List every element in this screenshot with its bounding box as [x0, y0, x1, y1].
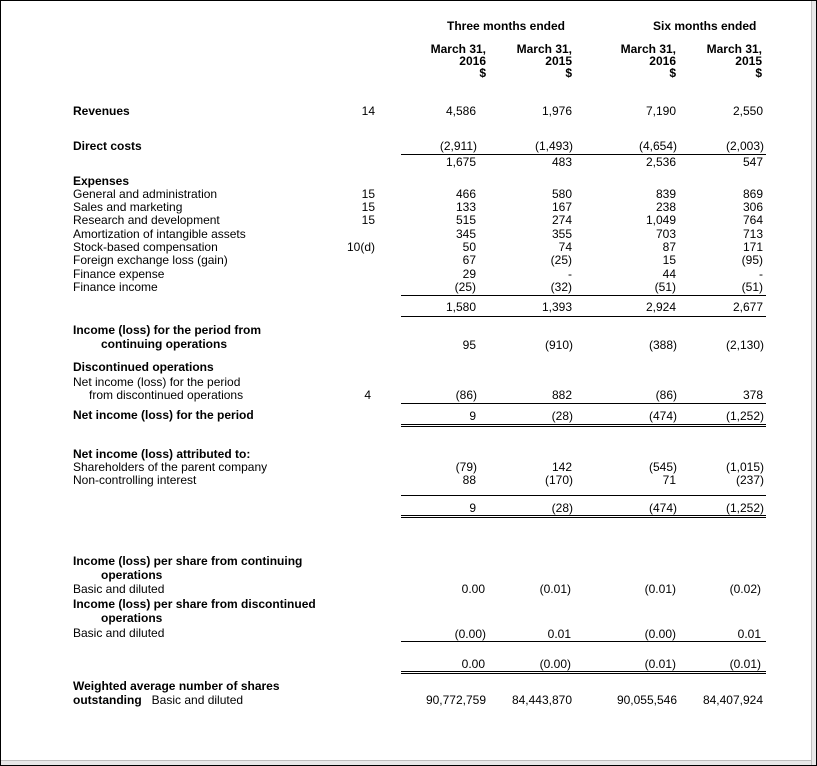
subtotal-line	[401, 495, 766, 496]
eps-continuing-value: (0.02)	[729, 582, 761, 596]
expense-row-note: 10(d)	[346, 240, 375, 254]
expense-row-label: Research and development	[73, 213, 220, 227]
revenues-note: 14	[361, 104, 375, 118]
expense-row-value: 274	[551, 213, 572, 227]
eps-continuing-label-line1: Income (loss) per share from continuing	[73, 554, 303, 568]
eps-continuing-value: 0.00	[461, 582, 485, 596]
eps-discontinued-label-line1: Income (loss) per share from discontinued	[73, 597, 316, 611]
discontinued-value: 882	[551, 388, 572, 402]
gross-value: 483	[551, 155, 572, 169]
revenues-label: Revenues	[73, 104, 130, 118]
shares-label-line2	[73, 694, 243, 707]
expense-row-value: 44	[662, 267, 676, 281]
expense-row-value: -	[568, 267, 572, 281]
attributed-value: 71	[662, 473, 676, 487]
net-income-value: (474)	[648, 409, 677, 423]
attributed-title: Net income (loss) attributed to:	[73, 447, 251, 461]
eps-total-value: 0.00	[461, 657, 485, 671]
attributed-total: (1,252)	[725, 501, 764, 515]
col-header-2: March 31, 2015 $	[516, 42, 572, 80]
net-income-label: Net income (loss) for the period	[73, 408, 254, 422]
attributed-total: 9	[469, 501, 476, 515]
expense-row-label: Foreign exchange loss (gain)	[73, 253, 228, 267]
attributed-value: (545)	[648, 460, 677, 474]
expense-row-value: -	[759, 267, 763, 281]
discontinued-value: (86)	[455, 388, 477, 402]
shares-value: 90,772,759	[425, 693, 486, 707]
gross-value: 2,536	[645, 155, 676, 169]
shares-value: 84,407,924	[702, 693, 763, 707]
revenues-value: 7,190	[645, 104, 676, 118]
attributed-value: (1,015)	[725, 460, 764, 474]
expense-row-value: 87	[662, 240, 676, 254]
eps-discontinued-basic-label: Basic and diluted	[73, 626, 165, 640]
attributed-row-label: Shareholders of the parent company	[73, 460, 268, 474]
expense-row-value: 50	[462, 240, 476, 254]
expense-row-value: 167	[551, 200, 572, 214]
expenses-total: 1,580	[445, 300, 476, 314]
continuing-label-line1: Income (loss) for the period from	[73, 323, 262, 337]
eps-total-value: (0.00)	[539, 657, 571, 671]
shares-value: 90,055,546	[616, 693, 677, 707]
expenses-total: 2,677	[732, 300, 763, 314]
net-income-value: 9	[469, 409, 476, 423]
expense-row-value: 466	[455, 187, 476, 201]
attributed-value: 88	[462, 473, 476, 487]
expense-row-label: Finance expense	[73, 267, 165, 281]
col-header-1: March 31, 2016 $	[430, 42, 486, 80]
net-income-value: (1,252)	[725, 409, 764, 423]
expense-row-value: 29	[462, 267, 476, 281]
direct-costs-label: Direct costs	[73, 139, 142, 153]
eps-continuing-value: (0.01)	[644, 582, 676, 596]
expenses-title: Expenses	[73, 174, 130, 188]
header-three-months: Three months ended	[447, 19, 566, 33]
expense-row-value: 580	[551, 187, 572, 201]
expense-row-value: 345	[455, 227, 476, 241]
attributed-row-label: Non-controlling interest	[73, 473, 197, 487]
col-header-4: March 31, 2015 $	[706, 42, 762, 80]
attributed-value: 142	[551, 460, 572, 474]
eps-discontinued-value: 0.01	[547, 627, 571, 641]
header-six-months: Six months ended	[653, 19, 757, 33]
expense-row-label: Stock-based compensation	[73, 240, 218, 254]
eps-discontinued-value: (0.00)	[454, 627, 486, 641]
continuing-value: (910)	[544, 338, 573, 352]
expense-row-value: 133	[455, 200, 476, 214]
expense-row-value: 74	[558, 240, 572, 254]
continuing-value: 95	[462, 338, 476, 352]
shares-basic-label: Basic and diluted	[151, 693, 244, 707]
gross-value: 547	[742, 155, 763, 169]
expense-row-value: 839	[655, 187, 676, 201]
eps-continuing-basic-label: Basic and diluted	[73, 582, 165, 596]
direct-costs-value: (1,493)	[534, 139, 573, 153]
revenues-value: 4,586	[445, 104, 476, 118]
total-line	[401, 316, 766, 317]
expense-row-value: 355	[551, 227, 572, 241]
expense-row-value: 869	[742, 187, 763, 201]
attributed-total: (474)	[648, 501, 677, 515]
col-header-3: March 31, 2016 $	[620, 42, 676, 80]
expenses-total: 1,393	[541, 300, 572, 314]
expense-row-value: (95)	[741, 253, 763, 267]
expense-row-value: 67	[462, 253, 476, 267]
expense-row-value: 171	[742, 240, 763, 254]
expenses-total: 2,924	[645, 300, 676, 314]
expense-row-value: (51)	[654, 280, 676, 294]
discontinued-label-line1: Net income (loss) for the period	[73, 375, 241, 389]
shares-value: 84,443,870	[511, 693, 572, 707]
discontinued-value: 378	[742, 388, 763, 402]
eps-continuing-value: (0.01)	[539, 582, 571, 596]
expense-row-note: 15	[361, 213, 375, 227]
direct-costs-value: (2,003)	[725, 139, 764, 153]
discontinued-value: (86)	[655, 388, 677, 402]
expense-row-label: Finance income	[73, 280, 158, 294]
eps-total-value: (0.01)	[729, 657, 761, 671]
expense-row-value: (25)	[550, 253, 572, 267]
shares-label-line1: Weighted average number of shares	[73, 679, 280, 693]
subtotal-line	[401, 641, 766, 642]
direct-costs-value: (2,911)	[439, 139, 477, 153]
attributed-total: (28)	[551, 501, 573, 515]
eps-discontinued-value: 0.01	[737, 627, 761, 641]
continuing-label-line2: continuing operations	[101, 337, 227, 351]
expense-row-value: 15	[662, 253, 676, 267]
expense-row-value: 713	[742, 227, 763, 241]
eps-continuing-label-line2: operations	[101, 568, 163, 582]
gross-value: 1,675	[445, 155, 476, 169]
expense-row-label: Sales and marketing	[73, 200, 183, 214]
double-total-line	[401, 671, 766, 674]
expense-row-value: (25)	[454, 280, 476, 294]
continuing-value: (2,130)	[725, 338, 764, 352]
eps-discontinued-label-line2: operations	[101, 611, 163, 625]
expense-row-note: 15	[361, 187, 375, 201]
expense-row-value: (51)	[741, 280, 763, 294]
eps-total-value: (0.01)	[644, 657, 676, 671]
subtotal-line	[401, 295, 766, 296]
discontinued-title: Discontinued operations	[73, 360, 214, 374]
expense-row-value: 764	[742, 213, 763, 227]
expense-row-value: 1,049	[645, 213, 676, 227]
shares-outstanding-label: outstanding	[73, 693, 142, 707]
discontinued-note: 4	[364, 388, 371, 402]
expense-row-value: (32)	[550, 280, 572, 294]
attributed-value: (237)	[735, 473, 764, 487]
net-income-value: (28)	[551, 409, 573, 423]
double-total-line	[401, 424, 766, 427]
expense-row-label: General and administration	[73, 187, 218, 201]
expense-row-value: 238	[655, 200, 676, 214]
attributed-value: (79)	[455, 460, 477, 474]
direct-costs-value: (4,654)	[638, 139, 677, 153]
expense-row-value: 703	[655, 227, 676, 241]
revenues-value: 1,976	[541, 104, 572, 118]
expense-row-label: Amortization of intangible assets	[73, 227, 246, 241]
revenues-value: 2,550	[732, 104, 763, 118]
expense-row-note: 15	[361, 200, 375, 214]
subtotal-line	[401, 403, 766, 404]
discontinued-label-line2: from discontinued operations	[89, 388, 244, 402]
attributed-value: (170)	[544, 473, 573, 487]
double-total-line	[401, 515, 766, 518]
expense-row-value: 306	[742, 200, 763, 214]
eps-discontinued-value: (0.00)	[644, 627, 676, 641]
expense-row-value: 515	[455, 213, 476, 227]
continuing-value: (388)	[648, 338, 677, 352]
